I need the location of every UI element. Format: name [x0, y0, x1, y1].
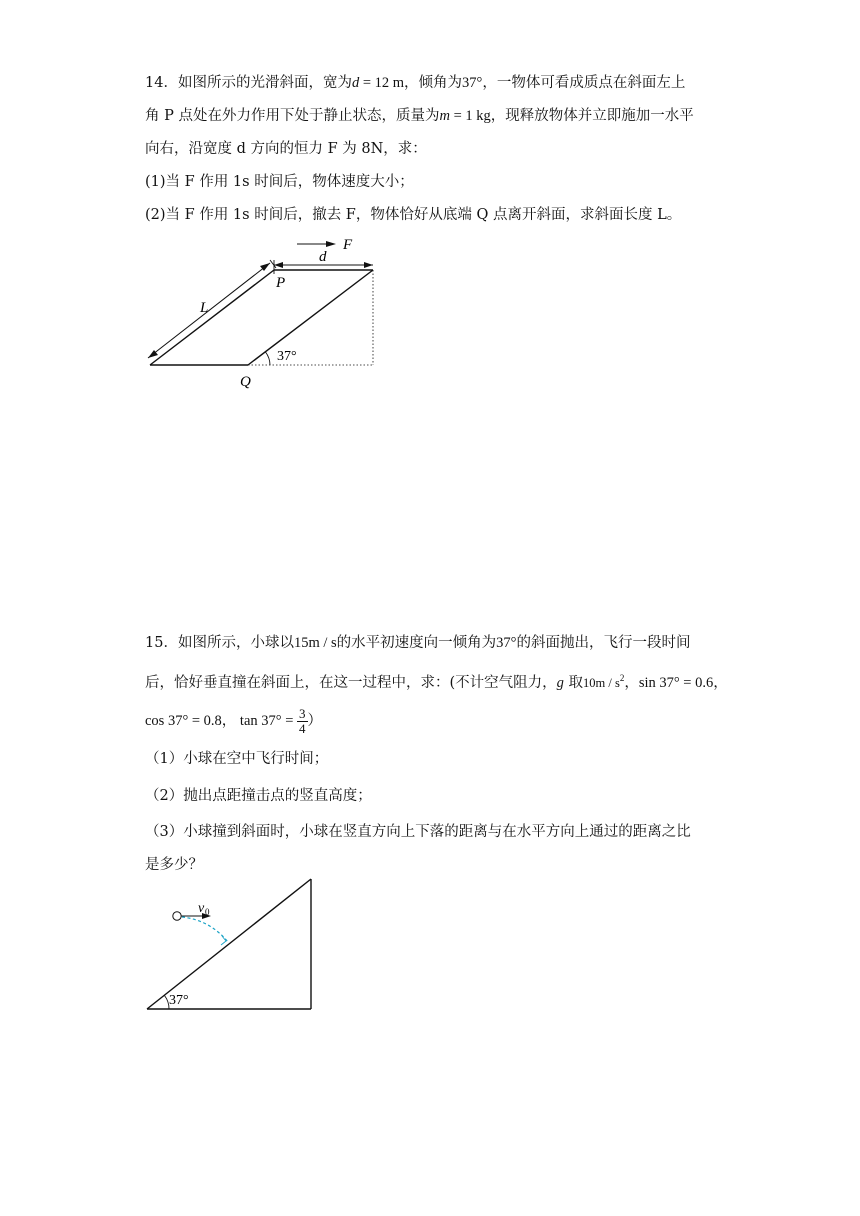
label-v: v [198, 901, 205, 916]
q14-text: ，一物体可看成质点在斜面左上 [482, 75, 686, 91]
q15-part-2: （2）抛出点距撞击点的竖直高度； [145, 788, 372, 804]
q15-line-3 [145, 704, 322, 738]
q15-text: 15．如图所示，小球以 [145, 635, 294, 651]
d-value: = 12 m [359, 75, 405, 91]
fraction-denominator: 4 [299, 720, 306, 736]
q15-figure [140, 870, 325, 1015]
q14-line-1 [145, 73, 685, 93]
q15-text: 后，恰好垂直撞在斜面上，在这一过程中，求：(不计空气阻力， [145, 675, 557, 691]
label-Q: Q [240, 374, 251, 390]
fraction [297, 707, 308, 736]
q14-text: 14．如图所示的光滑斜面，宽为 [145, 75, 352, 91]
fraction-numerator: 3 [299, 705, 306, 721]
q15-part-3-cont: 是多少？ [145, 857, 203, 873]
q14-text: ，倾角为 [404, 75, 463, 91]
label-L: L [200, 300, 209, 316]
label-angle: 37° [277, 349, 297, 364]
label-angle: 37° [169, 993, 189, 1008]
var-g: g [556, 675, 564, 691]
sin-value: ，sin 37° = 0.6， [624, 675, 728, 691]
q15-part-3: （3）小球撞到斜面时，小球在竖直方向上下落的距离与在水平方向上通过的距离之比 [145, 824, 691, 840]
q14-part-1: (1)当 F 作用 1s 时间后，物体速度大小； [145, 174, 414, 190]
angle-value: 37° [496, 635, 517, 651]
q15-text: 的水平初速度向一倾角为 [336, 635, 497, 651]
q15-text: 的斜面抛出，飞行一段时间 [516, 635, 691, 651]
q15-line-2 [145, 668, 728, 693]
label-d: d [319, 249, 327, 265]
var-m: m [439, 108, 450, 124]
q14-line-2 [145, 106, 694, 126]
var-d: d [351, 75, 360, 91]
v-value: 15m / s [293, 635, 337, 651]
q14-line-3: 向右，沿宽度 d 方向的恒力 F 为 8N，求： [145, 141, 427, 157]
label-P: P [276, 275, 286, 291]
q15-part-1: （1）小球在空中飞行时间； [145, 751, 329, 767]
label-v-subscript: 0 [205, 907, 210, 917]
m-value: = 1 kg [449, 108, 491, 124]
g-value: 10m / s [583, 676, 620, 690]
q14-text: 角 P 点处在外力作用下处于静止状态，质量为 [145, 108, 440, 124]
q15-text: ） [307, 713, 322, 729]
label-F: F [343, 237, 353, 253]
q15-line-1 [145, 633, 690, 653]
q14-figure [130, 230, 400, 395]
q14-part-2: (2)当 F 作用 1s 时间后，撤去 F，物体恰好从底端 Q 点离开斜面，求斜面长度 L。 [145, 207, 682, 223]
g-exponent: 2 [619, 673, 625, 683]
q14-text: ，现释放物体并立即施加一水平 [490, 108, 694, 124]
q15-text: 取 [563, 675, 584, 691]
cos-tan-values: cos 37° = 0.8， tan 37° = [145, 713, 297, 729]
angle-value: 37° [462, 75, 483, 91]
